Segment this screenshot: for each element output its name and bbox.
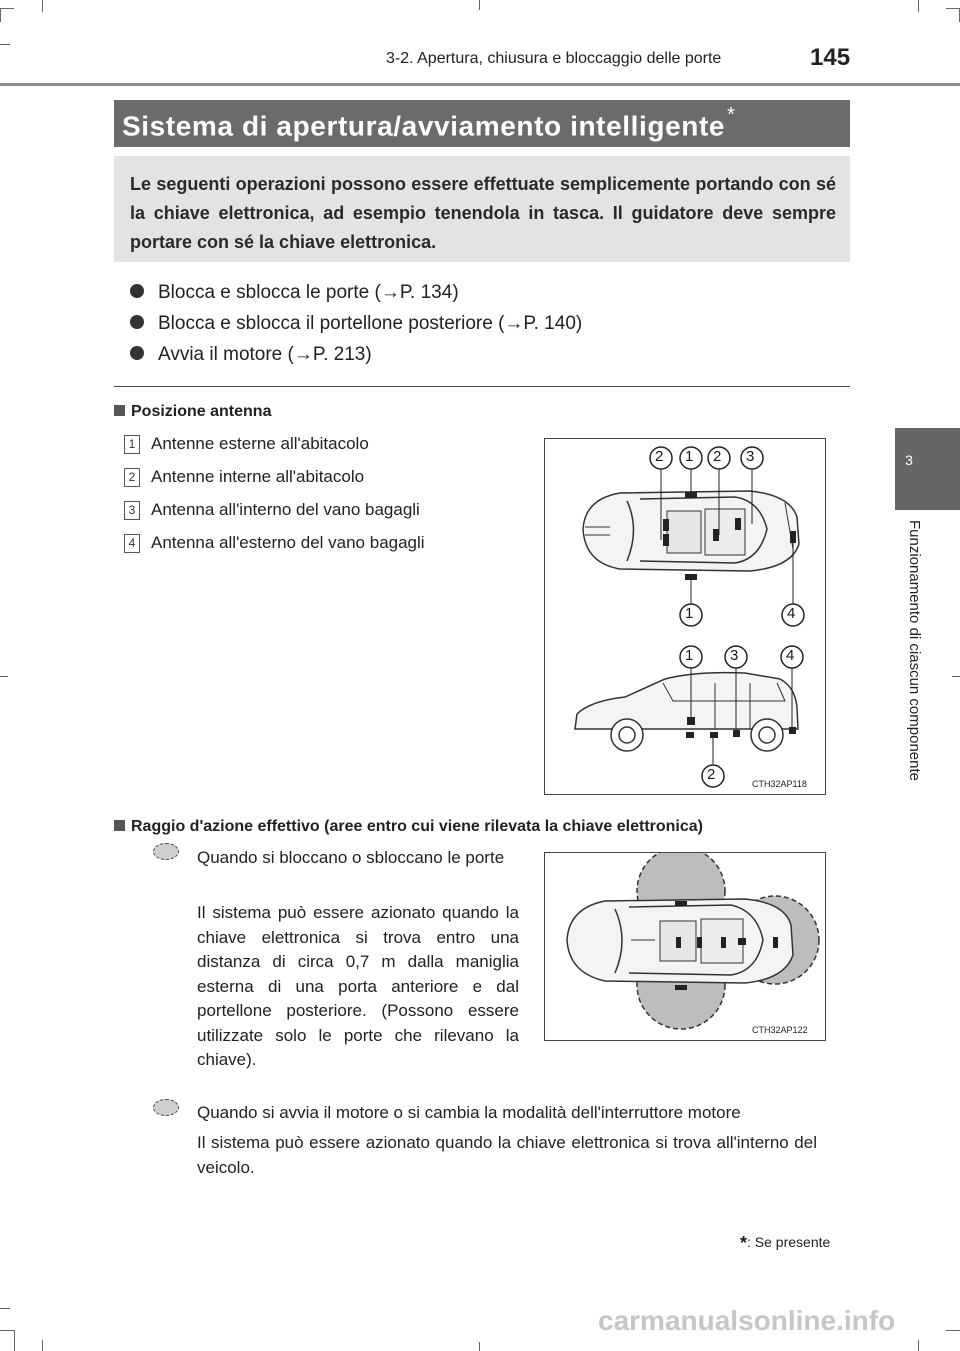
chapter-title: Funzionamento di ciascun componente	[906, 520, 923, 781]
antenna-heading	[114, 403, 271, 421]
antenna-item	[124, 500, 420, 520]
footnote-symbol: *	[740, 1233, 748, 1253]
antenna-item-label: Antenne interne all'abitacolo	[151, 467, 365, 486]
range-figure	[544, 852, 826, 1041]
antenna-item	[124, 434, 369, 454]
figure-code: CTH32AP118	[752, 779, 807, 789]
antenna-figure	[544, 438, 826, 795]
antenna-item	[124, 467, 364, 487]
title-text: Sistema di apertura/avviamento intelligente	[122, 110, 726, 142]
range-item-body: Il sistema può essere azionato quando la chiave elettronica si trova all'interno del veicolo.	[197, 1133, 817, 1177]
callout-label: 2	[707, 766, 716, 783]
callout-number: 3	[124, 501, 140, 520]
callout-number: 2	[124, 468, 140, 487]
callout-label: 1	[685, 448, 694, 465]
callout-label: 3	[730, 647, 739, 664]
intro-text: Le seguenti operazioni possono essere effettuate semplicemente portando con sé la chiave elettronica, ad esempio tenendola in tasca. Il guidatore deve sempre portare con sé la chiave elettronica.	[130, 174, 836, 252]
crop-mark	[0, 44, 10, 45]
bullet-item	[130, 344, 372, 366]
car-top-view	[583, 491, 799, 571]
detection-area-icon	[153, 1099, 179, 1116]
crop-mark	[0, 8, 1, 22]
section-divider	[114, 386, 850, 387]
detection-area-icon	[153, 843, 179, 860]
square-bullet-icon	[114, 405, 125, 416]
range-item-title: Quando si bloccano o sbloccano le porte	[197, 848, 505, 867]
title-asterisk: *	[727, 104, 736, 126]
antenna-item	[124, 533, 425, 553]
footnote	[740, 1233, 830, 1254]
range-item-title: Quando si avvia il motore o si cambia la modalità dell'interruttore motore	[197, 1103, 741, 1122]
callout-label: 4	[786, 647, 795, 664]
range-diagram	[545, 853, 825, 1040]
antenna-item-label: Antenne esterne all'abitacolo	[151, 434, 369, 453]
callout-number: 4	[124, 534, 140, 553]
running-header: 3-2. Apertura, chiusura e bloccaggio delle porte	[386, 50, 722, 67]
crop-mark	[946, 8, 960, 9]
figure-code: CTH32AP122	[752, 1025, 808, 1035]
antenna-heading-text: Posizione antenna	[131, 403, 272, 420]
car-side-view	[575, 673, 798, 751]
crop-mark	[479, 1342, 480, 1351]
bullet-icon	[130, 346, 144, 360]
bullet-text: Avvia il motore (→P. 213)	[158, 344, 372, 365]
crop-mark	[918, 0, 919, 12]
chapter-number: 3	[905, 452, 913, 468]
bullet-icon	[130, 284, 144, 298]
crop-mark	[946, 1330, 960, 1331]
callout-label: 3	[746, 448, 755, 465]
crop-mark	[0, 1308, 10, 1309]
chapter-tab	[895, 428, 960, 510]
crop-mark	[42, 1340, 43, 1351]
crop-mark	[0, 8, 14, 9]
callout-number: 1	[124, 435, 140, 454]
callout-label: 2	[655, 448, 664, 465]
footnote-text: : Se presente	[747, 1234, 831, 1250]
callout-label: 1	[685, 647, 694, 664]
range-heading-text: Raggio d'azione effettivo (aree entro cui viene rilevata la chiave elettronica)	[131, 818, 703, 835]
square-bullet-icon	[114, 820, 125, 831]
antenna-item-label: Antenna all'esterno del vano bagagli	[151, 533, 425, 552]
bullet-item	[130, 313, 582, 335]
bullet-icon	[130, 315, 144, 329]
crop-mark	[952, 676, 960, 677]
antenna-item-label: Antenna all'interno del vano bagagli	[151, 500, 420, 519]
page-title	[122, 104, 736, 142]
callout-label: 2	[713, 448, 722, 465]
crop-mark	[0, 1330, 14, 1331]
crop-mark	[42, 0, 43, 12]
callout-label: 4	[787, 605, 796, 622]
crop-mark	[14, 1330, 15, 1351]
crop-mark	[479, 0, 480, 10]
bullet-item	[130, 282, 459, 304]
page-number: 145	[810, 44, 851, 71]
crop-mark	[918, 1340, 919, 1351]
header-rule	[0, 83, 960, 86]
bullet-text: Blocca e sblocca le porte (→P. 134)	[158, 282, 459, 303]
crop-mark	[0, 676, 8, 677]
bullet-text: Blocca e sblocca il portellone posteriore (→P. 140)	[158, 313, 583, 334]
range-item-body: Il sistema può essere azionato quando la chiave elettronica si trova entro una distanza di circa 0,7 m dalla maniglia esterna di una porta anteriore e dal portellone posteriore. (Possono essere utilizzate solo le porte che rilevano la chiave).	[197, 903, 519, 1069]
callout-label: 1	[685, 605, 694, 622]
range-heading	[114, 818, 703, 836]
watermark: carmanualsonline.info	[598, 1305, 896, 1336]
